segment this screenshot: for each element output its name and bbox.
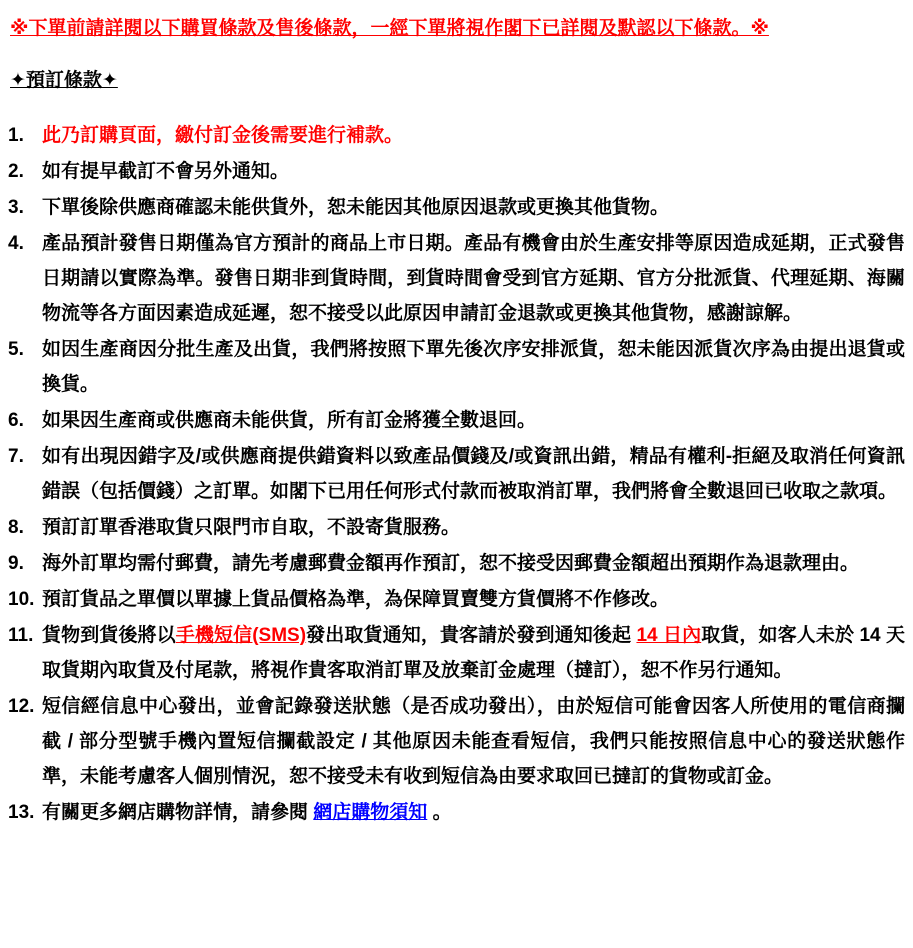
term-item-10 — [8, 582, 905, 617]
term-item-5 — [8, 332, 905, 402]
term-number: 9. — [8, 553, 24, 574]
term-text — [42, 197, 669, 218]
term-item-7 — [8, 439, 905, 509]
term-item-1 — [8, 118, 905, 153]
term-text — [42, 589, 669, 610]
term-text — [42, 339, 905, 395]
term-segment: 如因生產商因分批生產及出貨，我們將按照下單先後次序安排派貨，恕未能因派貨次序為由提出退貨或換貨。 — [42, 339, 905, 395]
term-segment: 海外訂單均需付郵費，請先考慮郵費金額再作預訂，恕不接受因郵費金額超出預期作為退款理由。 — [42, 553, 860, 574]
term-text — [42, 802, 452, 823]
term-number: 3. — [8, 197, 24, 218]
term-text — [42, 161, 289, 182]
term-number: 13. — [8, 802, 35, 823]
term-segment: 如果因生產商或供應商未能供貨，所有訂金將獲全數退回。 — [42, 410, 537, 431]
section-title-preorder-terms: ✦預訂條款✦ — [10, 70, 118, 91]
term-text — [42, 696, 905, 787]
term-text — [42, 410, 536, 431]
term-segment: 預訂貨品之單價以單據上貨品價格為準，為保障買賣雙方貨價將不作修改。 — [42, 589, 670, 610]
term-number: 7. — [8, 446, 24, 467]
term-item-6 — [8, 403, 905, 438]
term-number: 4. — [8, 233, 24, 254]
term-segment: 發出取貨通知，貴客請於發到通知後起 — [306, 625, 637, 646]
term-item-12 — [8, 689, 905, 794]
term-item-3 — [8, 190, 905, 225]
term-item-2 — [8, 154, 905, 189]
term-segment: 取貨，如客人未於 14 天取貨期內取貨及付尾款，將視作貴客取消訂單及放棄訂金處理（撻訂），恕不作另行通知。 — [42, 625, 905, 681]
purchase-notice-title: ※下單前請詳閱以下購買條款及售後條款，一經下單將視作閣下已詳閱及默認以下條款。※ — [10, 18, 769, 39]
term-number: 2. — [8, 161, 24, 182]
term-item-8 — [8, 510, 905, 545]
term-segment: 產品預計發售日期僅為官方預計的商品上市日期。產品有機會由於生產安排等原因造成延期，正式發售日期請以實際為準。發售日期非到貨時間，到貨時間會受到官方延期、官方分批派貨、代理延期、海關物流等各方面因素造成延遲，恕不接受以此原因申請訂金退款或更換其他貨物，感謝諒解。 — [42, 233, 905, 324]
term-number: 8. — [8, 517, 24, 538]
term-segment: 如有出現因錯字及/或供應商提供錯資料以致產品價錢及/或資訊出錯，精品有權利-拒絕及取消任何資訊錯誤（包括價錢）之訂單。如閣下已用任何形式付款而被取消訂單，我們將會全數退回已收取之款項。 — [42, 446, 905, 502]
term-segment: 如有提早截訂不會另外通知。 — [42, 161, 290, 182]
term-number: 6. — [8, 410, 24, 431]
term-segment: 貨物到貨後將以 — [42, 625, 176, 646]
term-segment: 14 日內 — [636, 625, 702, 646]
term-segment: 。 — [427, 802, 452, 823]
term-text — [42, 625, 905, 681]
term-text — [42, 553, 859, 574]
term-segment: 有關更多網店購物詳情，請參閱 — [42, 802, 314, 823]
term-item-13 — [8, 795, 905, 830]
term-text — [42, 125, 403, 146]
term-number: 11. — [8, 625, 34, 646]
term-segment: 手機短信(SMS) — [175, 625, 307, 646]
term-number: 5. — [8, 339, 24, 360]
term-item-4 — [8, 226, 905, 331]
term-segment: 下單後除供應商確認未能供貨外，恕未能因其他原因退款或更換其他貨物。 — [42, 197, 670, 218]
term-segment: 短信經信息中心發出，並會記錄發送狀態（是否成功發出），由於短信可能會因客人所使用的電信商攔截 / 部分型號手機內置短信攔截設定 / 其他原因未能查看短信，我們只能按照信息中心的發送狀態作準，未能考慮客人個別情況，恕不接受未有收到短信為由要求取回已撻訂的貨物或訂金。 — [42, 696, 905, 787]
term-text — [42, 233, 905, 324]
term-item-9 — [8, 546, 905, 581]
terms-list — [8, 118, 905, 830]
term-segment: 此乃訂購頁面，繳付訂金後需要進行補款。 — [42, 125, 404, 146]
term-text — [42, 517, 460, 538]
term-item-11 — [8, 618, 905, 688]
term-number: 1. — [8, 125, 24, 146]
shop-guide-link[interactable]: 網店購物須知 — [313, 802, 428, 823]
term-number: 10. — [8, 589, 35, 610]
term-text — [42, 446, 905, 502]
term-segment: 預訂訂單香港取貨只限門市自取，不設寄貨服務。 — [42, 517, 461, 538]
term-number: 12. — [8, 696, 35, 717]
